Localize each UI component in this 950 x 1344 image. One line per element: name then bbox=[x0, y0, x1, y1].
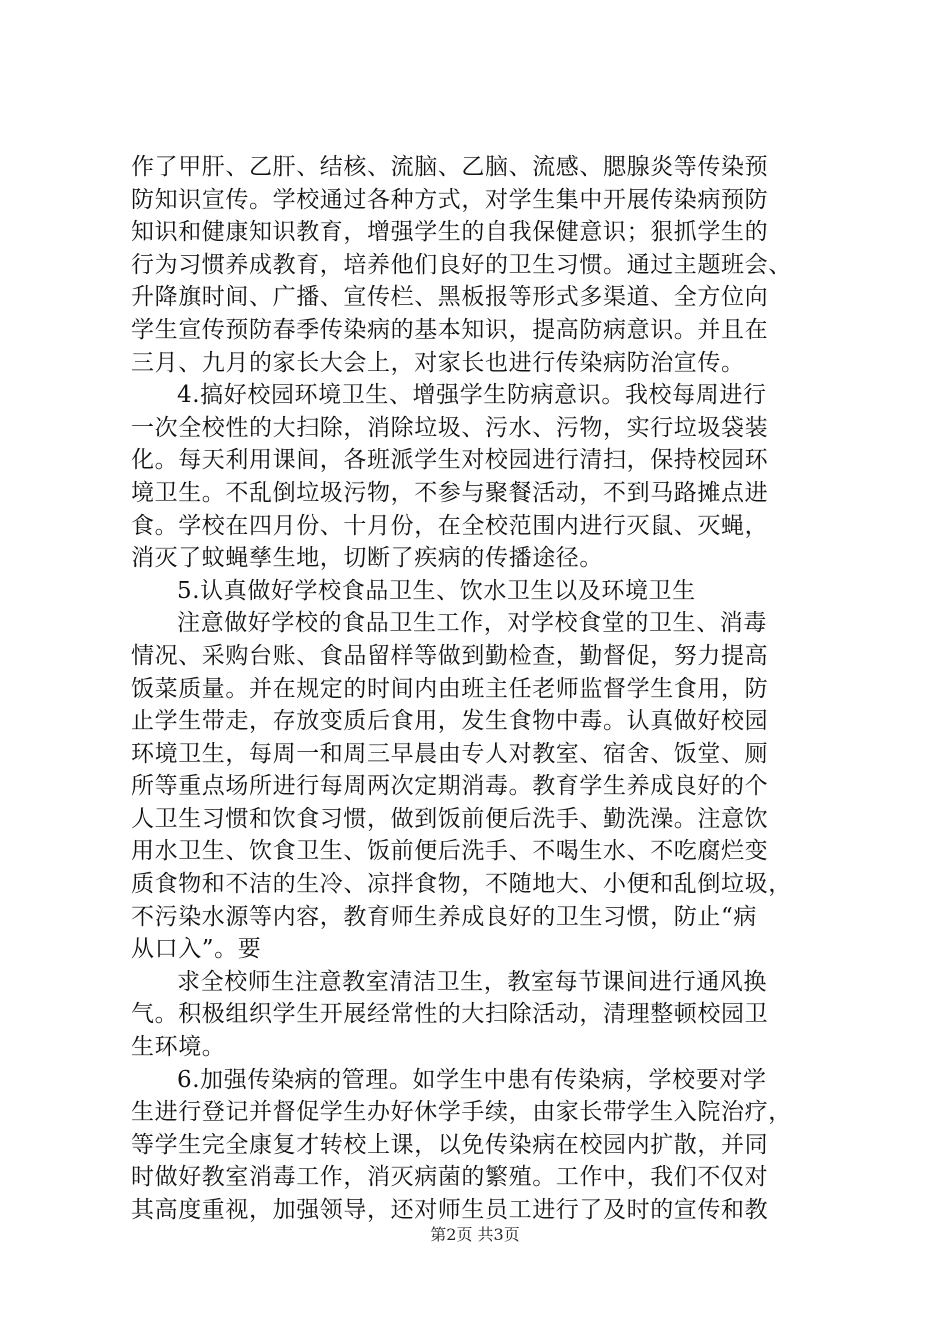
text-line: 求全校师生注意教室清洁卫生，教室每节课间进行通风换 bbox=[177, 968, 767, 995]
text-line: 其高度重视，加强领导，还对师生员工进行了及时的宣传和教 bbox=[131, 1197, 769, 1223]
text-line: 等学生完全康复才转校上课，以免传染病在校园内扩散，并同 bbox=[131, 1131, 769, 1158]
text-line: 5.认真做好学校食品卫生、饮水卫生以及环境卫生 bbox=[177, 577, 696, 604]
text-line: 所等重点场所进行每周两次定期消毒。教育学生养成良好的个 bbox=[131, 773, 769, 800]
text-line: 食。学校在四月份、十月份，在全校范围内进行灭鼠、灭蝇， bbox=[131, 512, 769, 539]
text-line: 情况、采购台账、食品留样等做到勤检查，勤督促，努力提高 bbox=[131, 642, 769, 669]
text-line: 时做好教室消毒工作，消灭病菌的繁殖。工作中，我们不仅对 bbox=[131, 1164, 769, 1191]
text-line: 三月、九月的家长大会上，对家长也进行传染病防治宣传。 bbox=[131, 349, 745, 376]
text-line: 境卫生。不乱倒垃圾污物，不参与聚餐活动，不到马路摊点进 bbox=[131, 479, 769, 506]
text-line: 止学生带走，存放变质后食用，发生食物中毒。认真做好校园 bbox=[131, 708, 769, 735]
text-line: 生环境。 bbox=[131, 1034, 226, 1061]
text-line: 用水卫生、饮食卫生、饭前便后洗手、不喝生水、不吃腐烂变 bbox=[131, 838, 769, 865]
text-line: 消灭了蚊蝇孳生地，切断了疾病的传播途径。 bbox=[131, 545, 603, 572]
text-line: 气。积极组织学生开展经常性的大扫除活动，清理整顿校园卫 bbox=[131, 1001, 769, 1028]
text-line: 从口入”。要 bbox=[131, 936, 262, 963]
text-line: 一次全校性的大扫除，消除垃圾、污水、污物，实行垃圾袋装 bbox=[131, 414, 769, 441]
text-line: 注意做好学校的食品卫生工作，对学校食堂的卫生、消毒 bbox=[177, 610, 767, 637]
document-body bbox=[131, 151, 846, 1227]
text-line: 6.加强传染病的管理。如学生中患有传染病，学校要对学 bbox=[177, 1066, 767, 1093]
page-footer: 第2页 共3页 bbox=[430, 1225, 520, 1244]
text-line: 不污染水源等内容，教育师生养成良好的卫生习惯，防止“病 bbox=[131, 903, 757, 930]
text-line: 质食物和不洁的生冷、凉拌食物，不随地大、小便和乱倒垃圾， bbox=[131, 871, 792, 898]
text-line: 知识和健康知识教育，增强学生的自我保健意识；狠抓学生的 bbox=[131, 219, 769, 246]
text-line: 饭菜质量。并在规定的时间内由班主任老师监督学生食用，防 bbox=[131, 675, 769, 702]
text-line: 化。每天利用课间，各班派学生对校园进行清扫，保持校园环 bbox=[131, 447, 769, 474]
text-line: 作了甲肝、乙肝、结核、流脑、乙脑、流感、腮腺炎等传染预 bbox=[131, 154, 769, 180]
text-line: 行为习惯养成教育，培养他们良好的卫生习惯。通过主题班会、 bbox=[131, 251, 792, 278]
text-line: 4.搞好校园环境卫生、增强学生防病意识。我校每周进行 bbox=[177, 382, 767, 409]
text-line: 防知识宣传。学校通过各种方式，对学生集中开展传染病预防 bbox=[131, 186, 769, 213]
text-line: 学生宣传预防春季传染病的基本知识，提高防病意识。并且在 bbox=[131, 316, 769, 343]
text-line: 升降旗时间、广播、宣传栏、黑板报等形式多渠道、全方位向 bbox=[131, 284, 769, 311]
text-line: 环境卫生，每周一和周三早晨由专人对教室、宿舍、饭堂、厕 bbox=[131, 740, 769, 767]
text-line: 生进行登记并督促学生办好休学手续，由家长带学生入院治疗， bbox=[131, 1099, 792, 1126]
text-line: 人卫生习惯和饮食习惯，做到饭前便后洗手、勤洗澡。注意饮 bbox=[131, 805, 769, 832]
